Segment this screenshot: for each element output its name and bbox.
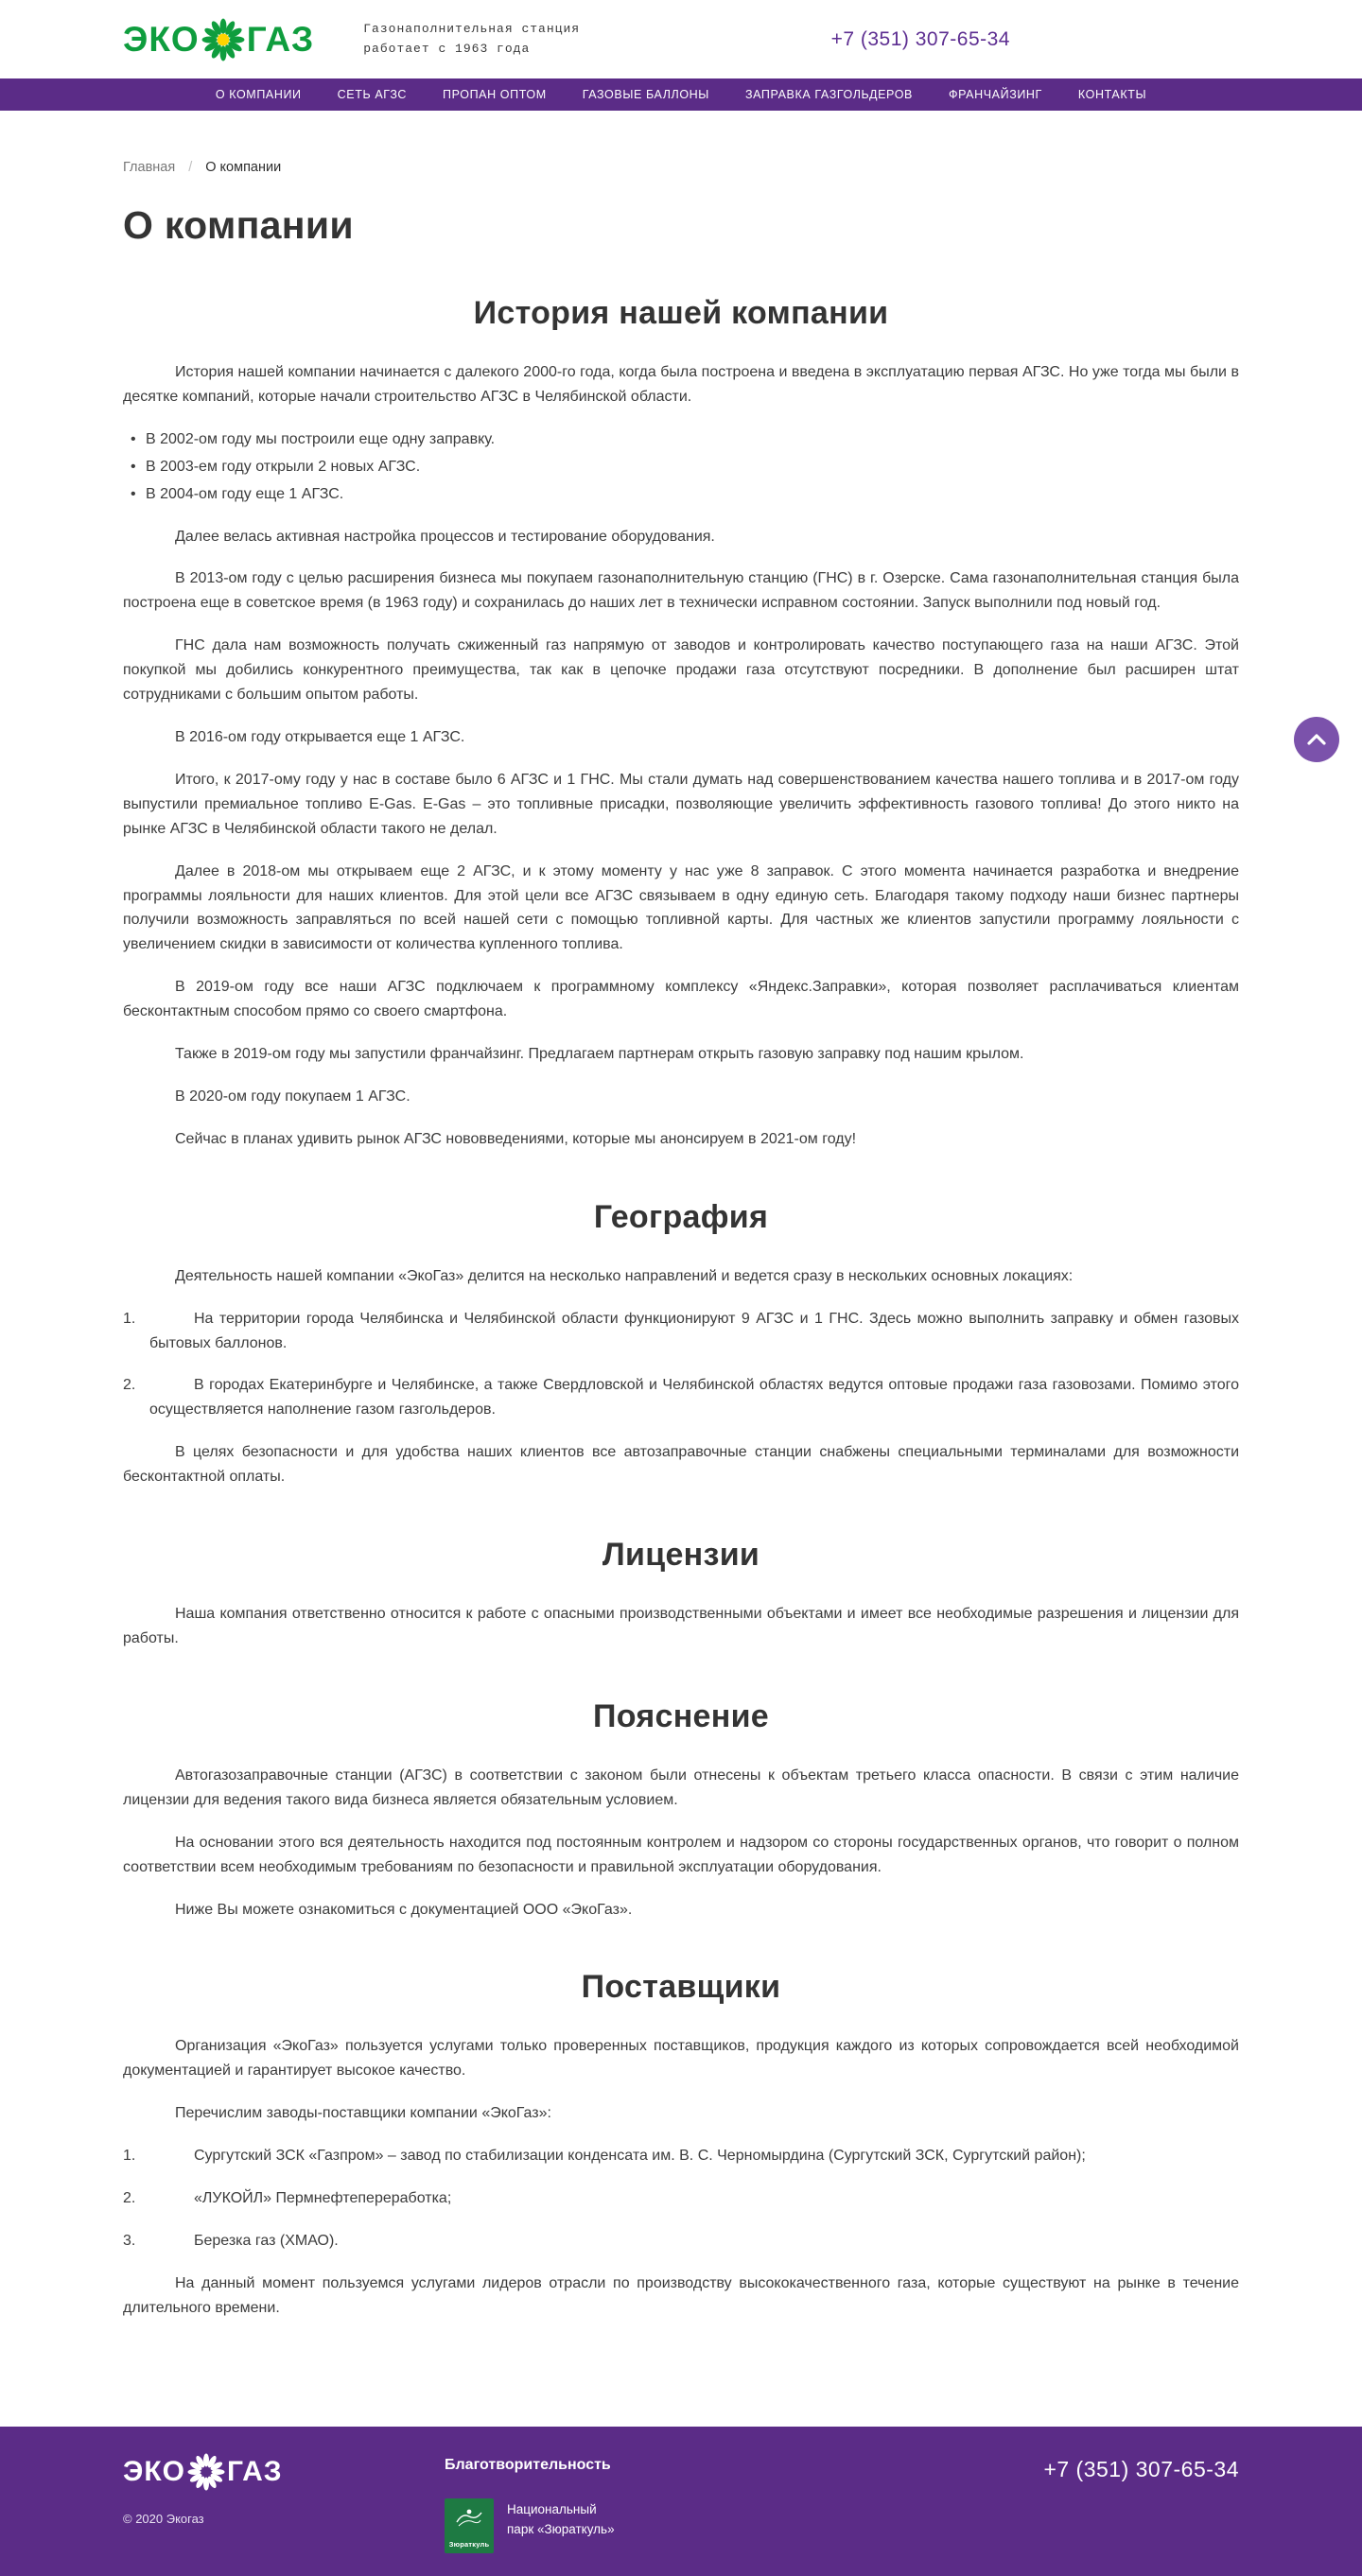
breadcrumb-home-link[interactable]: Главная xyxy=(123,160,176,175)
list-item: Сургутский ЗСК «Газпром» – завод по стабилизации конденсата им. В. С. Черномырдина (Сургутский ЗСК, Сургутский район); xyxy=(194,2148,1086,2165)
tagline-line-2: работает с 1963 года xyxy=(363,41,531,56)
explanation-paragraph: Ниже Вы можете ознакомиться с документацией ООО «ЭкоГаз». xyxy=(175,1901,633,1918)
suppliers-paragraph: Организация «ЭкоГаз» пользуется услугами только проверенных поставщиков, продукция каждого из которых сопровождается всей необходимой документацией и гарантирует высокое качество. xyxy=(123,2038,1239,2080)
history-paragraph: Сейчас в планах удивить рынок АГЗС нововведениями, которые мы анонсируем в 2021-ом году! xyxy=(175,1130,857,1147)
logo-text-eko: ЭКО xyxy=(123,20,200,59)
list-item: Березка газ (ХМАО). xyxy=(194,2232,339,2249)
nav-item-propane-wholesale[interactable]: ПРОПАН ОПТОМ xyxy=(443,88,547,101)
explanation-paragraph: На основании этого вся деятельность находится под постоянным контролем и надзором со стороны государственных органов, что говорит о полном соответствии всем необходимым требованиям по безопасности и правильной эксплуатации оборудования. xyxy=(123,1834,1239,1875)
geography-paragraph: В целях безопасности и для удобства наших клиентов все автозаправочные станции снабжены специальными терминалами для возможности бесконтактной оплаты. xyxy=(123,1444,1239,1486)
footer-logo-text-gaz: ГАЗ xyxy=(227,2455,283,2487)
list-item: На территории города Челябинска и Челябинской области функционируют 9 АГЗС и 1 ГНС. Здесь можно выполнить заправку и обмен газовых бытовых баллонов. xyxy=(149,1310,1239,1351)
park-link-line-2: парк «Зюраткуль» xyxy=(507,2521,615,2536)
charity-title: Благотворительность xyxy=(445,2456,611,2473)
page-title: О компании xyxy=(123,203,354,247)
footer-charity-column xyxy=(445,2453,1043,2553)
park-logo-text: Зюраткуль xyxy=(448,2539,490,2549)
site-logo[interactable] xyxy=(123,18,314,61)
park-link-line-1: Национальный xyxy=(507,2501,597,2516)
nav-item-gas-cylinders[interactable]: ГАЗОВЫЕ БАЛЛОНЫ xyxy=(582,88,709,101)
history-paragraph: В 2019-ом году все наши АГЗС подключаем к программному комплексу «Яндекс.Заправки», которая позволяет расплачиваться клиентам бесконтактным способом прямо со своего смартфона. xyxy=(123,979,1239,1020)
list-item: • В 2002-ом году мы построили еще одну заправку. xyxy=(131,427,1239,452)
section-heading-licenses: Лицензии xyxy=(602,1537,760,1574)
chevron-up-icon xyxy=(1306,733,1327,746)
history-paragraph: В 2013-ом году с целью расширения бизнеса мы покупаем газонаполнительную станцию (ГНС) в г. Озерске. Сама газонаполнительная станция была построена еще в советское время (в 1963 году) и сохранилась до наших лет в технически исправном состоянии. Запуск выполнили под новый год. xyxy=(123,570,1239,612)
main-navigation xyxy=(0,78,1362,111)
zyuratkul-park-logo[interactable] xyxy=(445,2498,494,2553)
copyright-text: © 2020 Экогаз xyxy=(123,2511,204,2526)
flower-icon xyxy=(201,18,245,61)
suppliers-paragraph: На данный момент пользуемся услугами лидеров отрасли по производству высококачественного газа, которые существуют на рынке в течение длительного времени. xyxy=(123,2274,1239,2316)
history-paragraph: Итого, к 2017-ому году у нас в составе было 6 АГЗС и 1 ГНС. Мы стали думать над совершенствованием качества нашего топлива и в 2017-ом году выпустили премиальное топливо E-Gas. E-Gas – это топливные присадки, позволяющие увеличить эффективность газового топлива! До этого никто на рынке АГЗС в Челябинской области такого не делал. xyxy=(123,771,1239,837)
breadcrumb xyxy=(123,160,1239,175)
history-paragraph: Далее велась активная настройка процессов и тестирование оборудования. xyxy=(175,528,715,545)
history-paragraph: Также в 2019-ом году мы запустили франчайзинг. Предлагаем партнерам открыть газовую заправку под нашим крылом. xyxy=(175,1046,1024,1063)
suppliers-numbered-list xyxy=(123,2144,1239,2254)
nav-item-gasholder-filling[interactable]: ЗАПРАВКА ГАЗГОЛЬДЕРОВ xyxy=(744,88,913,101)
licenses-paragraph: Наша компания ответственно относится к работе с опасными производственными объектами и имеет все необходимые разрешения и лицензии для работы. xyxy=(123,1606,1239,1646)
site-header xyxy=(0,0,1362,78)
list-item: «ЛУКОЙЛ» Пермнефтепереработка; xyxy=(194,2190,452,2207)
logo-text-gaz: ГАЗ xyxy=(246,20,315,59)
history-paragraph: ГНС дала нам возможность получать сжиженный газ напрямую от заводов и контролировать качество поступающего газа на наши АГЗС. Этой покупкой мы добились конкурентного преимущества, так как в цепочке продажи газа отсутствуют посредники. В дополнение был расширен штат сотрудниками с большим опытом работы. xyxy=(123,637,1239,704)
explanation-paragraph: Автогазозаправочные станции (АГЗС) в соответствии с законом были отнесены к объектам третьего класса опасности. В связи с этим наличие лицензии для ведения такого вида бизнеса является обязательным условием. xyxy=(123,1767,1239,1808)
history-paragraph: В 2020-ом году покупаем 1 АГЗС. xyxy=(175,1088,410,1105)
zyuratkul-park-link[interactable] xyxy=(507,2500,615,2540)
list-item: • В 2003-ем году открыли 2 новых АГЗС. xyxy=(131,455,1239,479)
history-paragraph: История нашей компании начинается с далекого 2000-го года, когда была построена и введена в эксплуатацию первая АГЗС. Но уже тогда мы были в десятке компаний, которые начали строительство АГЗС в Челябинской области. xyxy=(123,364,1239,405)
section-heading-history: История нашей компании xyxy=(473,295,889,331)
history-paragraph: В 2016-ом году открывается еще 1 АГЗС. xyxy=(175,728,465,745)
footer-phone-link[interactable]: +7 (351) 307-65-34 xyxy=(1043,2456,1239,2481)
history-bullet-list xyxy=(131,427,1239,507)
header-tagline xyxy=(363,20,580,58)
history-paragraph: Далее в 2018-ом мы открываем еще 2 АГЗС, и к этому моменту у нас уже 8 заправок. С этого момента начинается разработка и внедрение программы лояльности для наших клиентов. Для этой цели все АГЗС связываем в одну единую сеть. Благодаря такому подходу наши бизнес партнеры получили возможность заправляться по всей нашей сети с помощью топливной карты. Для частных же клиентов запустили программу лояльности с увеличением скидки в зависимости от количества купленного топлива. xyxy=(123,862,1239,953)
footer-logo-column xyxy=(123,2453,445,2526)
section-heading-geography: География xyxy=(593,1198,769,1235)
main-content xyxy=(123,160,1239,2393)
site-footer xyxy=(0,2427,1362,2576)
suppliers-paragraph: Перечислим заводы-поставщики компании «ЭкоГаз»: xyxy=(175,2105,551,2122)
geography-numbered-list xyxy=(123,1307,1239,1423)
nav-item-about[interactable]: О КОМПАНИИ xyxy=(215,88,302,101)
scroll-to-top-button[interactable] xyxy=(1294,717,1339,762)
geography-paragraph: Деятельность нашей компании «ЭкоГаз» делится на несколько направлений и ведется сразу в нескольких основных локациях: xyxy=(175,1267,1074,1284)
header-phone-link[interactable]: +7 (351) 307-65-34 xyxy=(830,27,1010,50)
footer-logo-text-eko: ЭКО xyxy=(123,2455,185,2487)
breadcrumb-separator: / xyxy=(188,160,193,175)
nav-item-franchising[interactable]: ФРАНЧАЙЗИНГ xyxy=(948,88,1042,101)
tagline-line-1: Газонаполнительная станция xyxy=(363,22,581,37)
list-item: • В 2004-ом году еще 1 АГЗС. xyxy=(131,482,1239,507)
breadcrumb-current: О компании xyxy=(205,160,282,175)
section-heading-explanation: Пояснение xyxy=(593,1697,769,1734)
section-heading-suppliers: Поставщики xyxy=(581,1969,781,2006)
nav-item-contacts[interactable]: КОНТАКТЫ xyxy=(1077,88,1147,101)
nav-item-agzs-network[interactable]: СЕТЬ АГЗС xyxy=(337,88,407,101)
list-item: В городах Екатеринбурге и Челябинске, а также Свердловской и Челябинской областях ведутся оптовые продажи газа газовозами. Помимо этого осуществляется наполнение газом газгольдеров. xyxy=(149,1377,1239,1419)
